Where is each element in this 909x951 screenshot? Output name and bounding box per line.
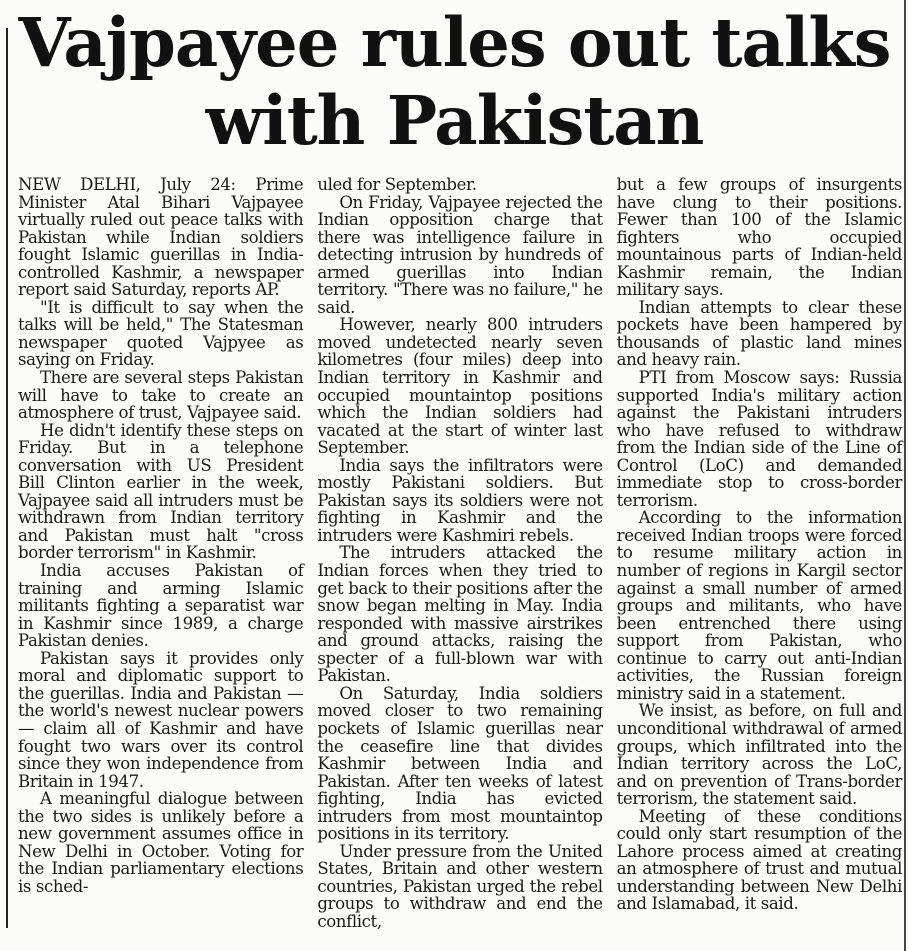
paragraph: On Saturday, India soldiers moved closer to two remaining pockets of Islamic guerillas near the ceasefire line that divides Kashmir between India and Pakistan. After ten weeks of latest fighting, India has evicted intruders from most mountaintop positions in its territory.	[317, 683, 603, 844]
paragraph: He didn't identify these steps on Friday. But in a telephone conversation with US President Bill Clinton earlier in the week, Vajpayee said all intruders must be withdrawn from Indian territory and Pakistan must halt "cross border terrorism" in Kashmir.	[18, 420, 304, 563]
paragraph: Under pressure from the United States, Britain and other western countries, Pakistan urged the rebel groups to withdraw and end the conflict,	[317, 841, 603, 931]
article-body	[18, 176, 902, 948]
paragraph: Pakistan says it provides only moral and diplomatic support to the guerillas. India and Pakistan — the world's newest nuclear powers — claim all of Kashmir and have fought two wars over its control since they won independence from Britain in 1947.	[18, 648, 304, 791]
article-column-2	[317, 176, 602, 948]
paragraph: On Friday, Vajpayee rejected the Indian opposition charge that there was intelligence failure in detecting intrusion by hundreds of armed guerillas into Indian territory. "There was no failure," he said.	[317, 192, 603, 317]
paragraph: Meeting of these conditions could only start resumption of the Lahore process aimed at creating an atmosphere of trust and mutual understanding between New Delhi and Islamabad, it said.	[616, 806, 902, 914]
paragraph: but a few groups of insurgents have clung to their positions. Fewer than 100 of the Islamic fighters who occupied mountainous parts of Indian-held Kashmir remain, the Indian military says.	[616, 175, 902, 300]
paragraph: However, nearly 800 intruders moved undetected nearly seven kilometres (four miles) deep into Indian territory in Kashmir and occupied mountaintop positions which the Indian soldiers had vacated at the start of winter last September.	[317, 315, 603, 458]
paragraph: We insist, as before, on full and unconditional withdrawal of armed groups, which infiltrated into the Indian territory across the LoC, and on prevention of Trans-border terrorism, the statement said.	[616, 701, 902, 809]
column-rule-left	[6, 28, 8, 928]
paragraph: According to the information received Indian troops were forced to resume military action in number of regions in Kargil sector against a small number of armed groups and militants, who have been entrenched there using support from Pakistan, who continue to carry out anti-Indian activities, the Russian foreign ministry said in a statement.	[616, 508, 902, 703]
headline	[0, 4, 909, 160]
paragraph: "It is difficult to say when the talks will be held," The Statesman newspaper quoted Vajpyee as saying on Friday.	[18, 297, 304, 370]
paragraph: A meaningful dialogue between the two sides is unlikely before a new government assumes office in New Delhi in October. Voting for the Indian parliamentary elections is sched-	[18, 789, 304, 896]
paragraph: The intruders attacked the Indian forces when they tried to get back to their positions after the snow began melting in May. India responded with massive airstrikes and ground attacks, raising the specter of a full-blown war with Pakistan.	[317, 543, 603, 686]
paragraph: India accuses Pakistan of training and arming Islamic militants fighting a separatist war in Kashmir since 1989, a charge Pakistan denies.	[18, 561, 304, 651]
headline-line-2: with Pakistan	[205, 81, 704, 160]
paragraph: Indian attempts to clear these pockets have been hampered by thousands of plastic land mines and heavy rain.	[616, 297, 902, 370]
paragraph: NEW DELHI, July 24: Prime Minister Atal Bihari Vajpayee virtually ruled out peace talks with Pakistan while Indian soldiers fought Islamic guerillas in India-controlled Kashmir, a newspaper report said Saturday, reports AP.	[18, 175, 304, 300]
paragraph: PTI from Moscow says: Russia supported India's military action against the Pakistani intruders who have refused to withdraw from the Indian side of the Line of Control (LoC) and demanded immediate stop to cross-border terrorism.	[616, 368, 902, 510]
article-column-1	[18, 176, 303, 948]
article-column-3	[617, 176, 902, 948]
paragraph: There are several steps Pakistan will have to take to create an atmosphere of trust, Vajpayee said.	[18, 368, 304, 423]
headline-line-1: Vajpayee rules out talks	[18, 3, 891, 82]
paragraph: India says the infiltrators were mostly Pakistani soldiers. But Pakistan says its soldiers were not fighting in Kashmir and the intruders were Kashmiri rebels.	[317, 455, 603, 545]
paragraph: uled for September.	[317, 175, 477, 194]
